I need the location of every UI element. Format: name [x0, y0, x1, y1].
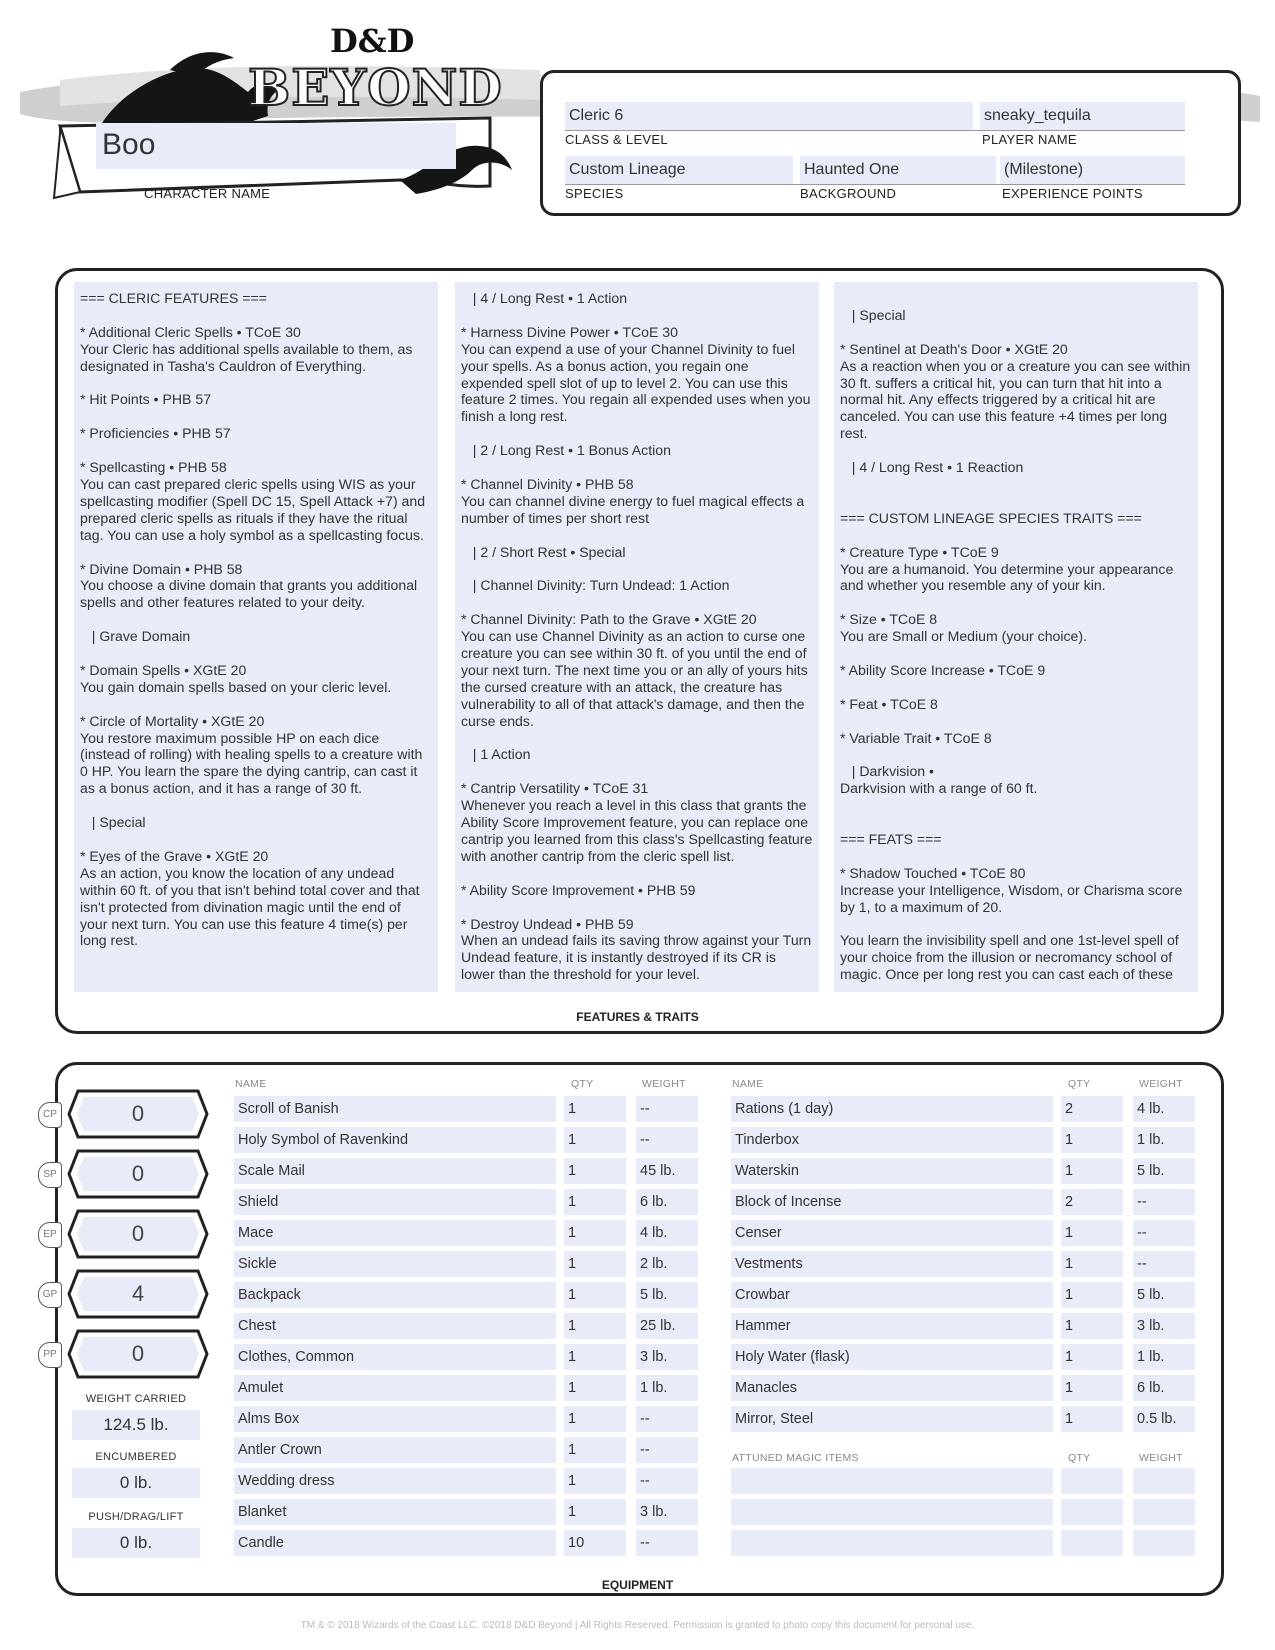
item-qty[interactable]: 1: [564, 1189, 626, 1215]
coin-tab-gp: GP: [38, 1282, 62, 1308]
push-drag-lift-label: PUSH/DRAG/LIFT: [88, 1511, 184, 1523]
attuned-item-qty[interactable]: [1061, 1499, 1123, 1525]
coin-value-cp[interactable]: 0: [131, 1101, 145, 1126]
item-name[interactable]: Scroll of Banish: [234, 1096, 556, 1122]
item-weight[interactable]: 4 lb.: [636, 1220, 698, 1246]
features-traits-label: FEATURES & TRAITS: [576, 1010, 699, 1024]
species-label: SPECIES: [565, 186, 624, 201]
features-column-2[interactable]: [455, 282, 819, 992]
character-name-label: CHARACTER NAME: [144, 186, 271, 201]
coin-value-sp[interactable]: 0: [131, 1161, 145, 1186]
item-weight[interactable]: --: [636, 1406, 698, 1432]
item-weight[interactable]: 3 lb.: [636, 1499, 698, 1525]
item-weight[interactable]: 45 lb.: [636, 1158, 698, 1184]
item-weight[interactable]: 2 lb.: [636, 1251, 698, 1277]
item-name[interactable]: Waterskin: [731, 1158, 1053, 1184]
item-name[interactable]: Hammer: [731, 1313, 1053, 1339]
attuned-item-qty[interactable]: [1061, 1530, 1123, 1556]
item-name[interactable]: Sickle: [234, 1251, 556, 1277]
item-name[interactable]: Blanket: [234, 1499, 556, 1525]
item-qty[interactable]: 1: [1061, 1313, 1123, 1339]
item-qty[interactable]: 1: [1061, 1251, 1123, 1277]
item-qty[interactable]: 1: [564, 1468, 626, 1494]
item-name[interactable]: Censer: [731, 1220, 1053, 1246]
features-text-3: | Special * Sentinel at Death's Door • XGtE 20 As a reaction when you or a creature you can see within 30 ft. suffers a critical hit, you can turn that hit into a normal hit. Any effects triggered by a critical hit are canceled. You can use this feature +4 times per long rest. | 4 / Long Rest • 1 Reaction === CUSTOM LINEAGE SPECIES TRAITS === * Creature Type • TCoE 9 You are a humanoid. You determine your appearance and whether you resemble any of your kin. * Size • TCoE 8 You are Small or Medium (your choice). * Ability Score Increase • TCoE 9 * Feat • TCoE 8 * Variable Trait • TCoE 8 | Darkvision • Darkvision with a range of 60 ft. === FEATS === * Shadow Touched • TCoE 80 Increase your Intelligence, Wisdom, or Charisma score by 1, to a maximum of 20. You learn the invisibility spell and one 1st-level spell of your choice from the illusion or necromancy school of magic. Once per long rest you can cast each of these: [840, 306, 1191, 983]
item-weight[interactable]: --: [636, 1096, 698, 1122]
character-name: Boo: [102, 128, 156, 161]
item-weight[interactable]: 4 lb.: [1133, 1096, 1195, 1122]
equipment-label: EQUIPMENT: [601, 1578, 674, 1592]
item-name[interactable]: Antler Crown: [234, 1437, 556, 1463]
encumbered-value: 0 lb.: [72, 1468, 200, 1498]
item-weight[interactable]: 5 lb.: [1133, 1158, 1195, 1184]
copyright-footer: TM & © 2018 Wizards of the Coast LLC. ©2018 D&D Beyond | All Rights Reserved. Permission is granted to photo copy this document for personal use.: [300, 1620, 975, 1631]
item-weight[interactable]: 6 lb.: [636, 1189, 698, 1215]
attuned-item-weight[interactable]: [1133, 1530, 1195, 1556]
item-name[interactable]: Mace: [234, 1220, 556, 1246]
item-name[interactable]: Wedding dress: [234, 1468, 556, 1494]
item-name[interactable]: Holy Water (flask): [731, 1344, 1053, 1370]
item-weight[interactable]: --: [636, 1468, 698, 1494]
item-name[interactable]: Mirror, Steel: [731, 1406, 1053, 1432]
item-weight[interactable]: 25 lb.: [636, 1313, 698, 1339]
item-weight[interactable]: 0.5 lb.: [1133, 1406, 1195, 1432]
attuned-weight-header: WEIGHT: [1139, 1452, 1183, 1464]
item-qty[interactable]: 1: [564, 1406, 626, 1432]
item-weight[interactable]: --: [1133, 1220, 1195, 1246]
experience-value: (Milestone): [1004, 161, 1084, 178]
item-qty[interactable]: 1: [1061, 1406, 1123, 1432]
attuned-item-weight[interactable]: [1133, 1499, 1195, 1525]
right-qty-header: QTY: [1068, 1078, 1091, 1090]
item-name[interactable]: Clothes, Common: [234, 1344, 556, 1370]
species-value: Custom Lineage: [569, 161, 686, 178]
item-qty[interactable]: 1: [1061, 1127, 1123, 1153]
item-name[interactable]: Shield: [234, 1189, 556, 1215]
item-name[interactable]: Backpack: [234, 1282, 556, 1308]
coin-value-gp[interactable]: 4: [131, 1281, 145, 1306]
item-weight[interactable]: 3 lb.: [636, 1344, 698, 1370]
coin-tab-pp: PP: [38, 1342, 62, 1368]
item-qty[interactable]: 10: [564, 1530, 626, 1556]
class-level-field[interactable]: [565, 102, 973, 130]
push-drag-lift-value: 0 lb.: [72, 1528, 200, 1558]
features-text-1: === CLERIC FEATURES === * Additional Cleric Spells • TCoE 30 Your Cleric has additional spells available to them, as designated in Tasha's Cauldron of Everything. * Hit Points • PHB 57 * Proficiencies • PHB 57 * Spellcasting • PHB 58 You can cast prepared cleric spells using WIS as your spellcasting modifier (Spell DC 15, Spell Attack +7) and prepared cleric spells as rituals if they have the ritual tag. You can use a holy symbol as a spellcasting focus. * Divine Domain • PHB 58 You choose a divine domain that grants you additional spells and other features related to your deity. | Grave Domain * Domain Spells • XGtE 20 You gain domain spells based on your cleric level. * Circle of Mortality • XGtE 20 You restore maximum possible HP on each dice (instead of rolling) with healing spells to a creature with 0 HP. You learn the spare the dying cantrip, can cast it as a bonus action, and it has a range of 30 ft. | Special * Eyes of the Grave • XGtE 20 As an action, you know the location of any undead within 60 ft. of you that isn't behind total cover and that isn't protected from divination magic until the end of your next turn. You can use this feature 4 time(s) per long rest.: [80, 290, 426, 949]
left-qty-header: QTY: [571, 1078, 594, 1090]
item-weight[interactable]: 5 lb.: [1133, 1282, 1195, 1308]
item-weight[interactable]: --: [636, 1437, 698, 1463]
item-name[interactable]: Amulet: [234, 1375, 556, 1401]
item-qty[interactable]: 1: [564, 1096, 626, 1122]
item-name[interactable]: Tinderbox: [731, 1127, 1053, 1153]
item-qty[interactable]: 1: [564, 1375, 626, 1401]
item-weight[interactable]: --: [1133, 1251, 1195, 1277]
item-name[interactable]: Candle: [234, 1530, 556, 1556]
features-column-1[interactable]: [74, 282, 438, 992]
item-qty[interactable]: 1: [1061, 1344, 1123, 1370]
item-name[interactable]: Manacles: [731, 1375, 1053, 1401]
item-name[interactable]: Scale Mail: [234, 1158, 556, 1184]
beyond-logo: BEYOND: [248, 58, 503, 117]
item-qty[interactable]: 1: [564, 1158, 626, 1184]
item-name[interactable]: Holy Symbol of Ravenkind: [234, 1127, 556, 1153]
divider: [565, 130, 1185, 131]
right-weight-header: WEIGHT: [1139, 1078, 1183, 1090]
coin-tab-cp: CP: [38, 1102, 62, 1128]
item-name[interactable]: Chest: [234, 1313, 556, 1339]
item-name[interactable]: Crowbar: [731, 1282, 1053, 1308]
class-level-label: CLASS & LEVEL: [565, 132, 668, 147]
dnd-logo: D&D: [330, 22, 415, 60]
item-name[interactable]: Rations (1 day): [731, 1096, 1053, 1122]
player-name-value: sneaky_tequila: [984, 107, 1091, 124]
attuned-item-name[interactable]: [731, 1530, 1053, 1556]
item-qty[interactable]: 2: [1061, 1096, 1123, 1122]
item-qty[interactable]: 1: [564, 1437, 626, 1463]
item-weight[interactable]: --: [636, 1530, 698, 1556]
item-weight[interactable]: 1 lb.: [1133, 1344, 1195, 1370]
background-value: Haunted One: [804, 161, 900, 178]
right-name-header: NAME: [732, 1078, 764, 1090]
item-weight[interactable]: 1 lb.: [636, 1375, 698, 1401]
item-name[interactable]: Block of Incense: [731, 1189, 1053, 1215]
experience-label: EXPERIENCE POINTS: [1002, 186, 1143, 201]
item-qty[interactable]: 2: [1061, 1189, 1123, 1215]
item-name[interactable]: Vestments: [731, 1251, 1053, 1277]
background-label: BACKGROUND: [800, 186, 897, 201]
coin-value-pp[interactable]: 0: [131, 1341, 145, 1366]
attuned-item-name[interactable]: [731, 1499, 1053, 1525]
item-weight[interactable]: 5 lb.: [636, 1282, 698, 1308]
features-column-3[interactable]: [834, 282, 1198, 992]
divider: [565, 184, 1185, 185]
player-name-label: PLAYER NAME: [982, 132, 1077, 147]
item-qty[interactable]: 1: [564, 1251, 626, 1277]
coin-value-ep[interactable]: 0: [131, 1221, 145, 1246]
left-name-header: NAME: [235, 1078, 267, 1090]
attuned-items-header: ATTUNED MAGIC ITEMS: [732, 1452, 859, 1464]
item-weight[interactable]: --: [636, 1127, 698, 1153]
coin-tab-sp: SP: [38, 1162, 62, 1188]
item-qty[interactable]: 1: [564, 1282, 626, 1308]
item-qty[interactable]: 1: [1061, 1220, 1123, 1246]
item-qty[interactable]: 1: [564, 1313, 626, 1339]
item-qty[interactable]: 1: [1061, 1158, 1123, 1184]
attuned-item-name[interactable]: [731, 1468, 1053, 1494]
item-qty[interactable]: 1: [564, 1344, 626, 1370]
item-weight[interactable]: --: [1133, 1189, 1195, 1215]
class-level-value: Cleric 6: [569, 107, 624, 124]
item-qty[interactable]: 1: [1061, 1375, 1123, 1401]
item-weight[interactable]: 3 lb.: [1133, 1313, 1195, 1339]
item-weight[interactable]: 6 lb.: [1133, 1375, 1195, 1401]
left-weight-header: WEIGHT: [642, 1078, 686, 1090]
item-qty[interactable]: 1: [1061, 1282, 1123, 1308]
item-qty[interactable]: 1: [564, 1499, 626, 1525]
weight-carried-label: WEIGHT CARRIED: [85, 1393, 187, 1405]
attuned-item-qty[interactable]: [1061, 1468, 1123, 1494]
weight-carried-value: 124.5 lb.: [72, 1410, 200, 1440]
encumbered-label: ENCUMBERED: [95, 1451, 177, 1463]
features-text-2: | 4 / Long Rest • 1 Action * Harness Divine Power • TCoE 30 You can expend a use of your Channel Divinity to fuel your spells. As a bonus action, you regain one expended spell slot of up to level 2. You can use this feature 2 times. You regain all expended uses when you finish a long rest. | 2 / Long Rest • 1 Bonus Action * Channel Divinity • PHB 58 You can channel divine energy to fuel magical effects a number of times per short rest | 2 / Short Rest • Special | Channel Divinity: Turn Undead: 1 Action * Channel Divinity: Path to the Grave • XGtE 20 You can use Channel Divinity as an action to curse one creature you can see within 30 ft. of you until the end of your next turn. The next time you or an ally of yours hits the cursed creature with an attack, the creature has vulnerability to all of that attack's damage, and then the curse ends. | 1 Action * Cantrip Versatility • TCoE 31 Whenever you reach a level in this class that grants the Ability Score Improvement feature, you can replace one cantrip you learned from this class's Spellcasting feature with another cantrip from the cleric spell list. * Ability Score Improvement • PHB 59 * Destroy Undead • PHB 59 When an undead fails its saving throw against your Turn Undead feature, it is instantly destroyed if its CR is lower than the threshold for your level.: [461, 290, 813, 983]
item-weight[interactable]: 1 lb.: [1133, 1127, 1195, 1153]
coin-tab-ep: EP: [38, 1222, 62, 1248]
attuned-qty-header: QTY: [1068, 1452, 1091, 1464]
item-qty[interactable]: 1: [564, 1127, 626, 1153]
item-qty[interactable]: 1: [564, 1220, 626, 1246]
item-name[interactable]: Alms Box: [234, 1406, 556, 1432]
attuned-item-weight[interactable]: [1133, 1468, 1195, 1494]
